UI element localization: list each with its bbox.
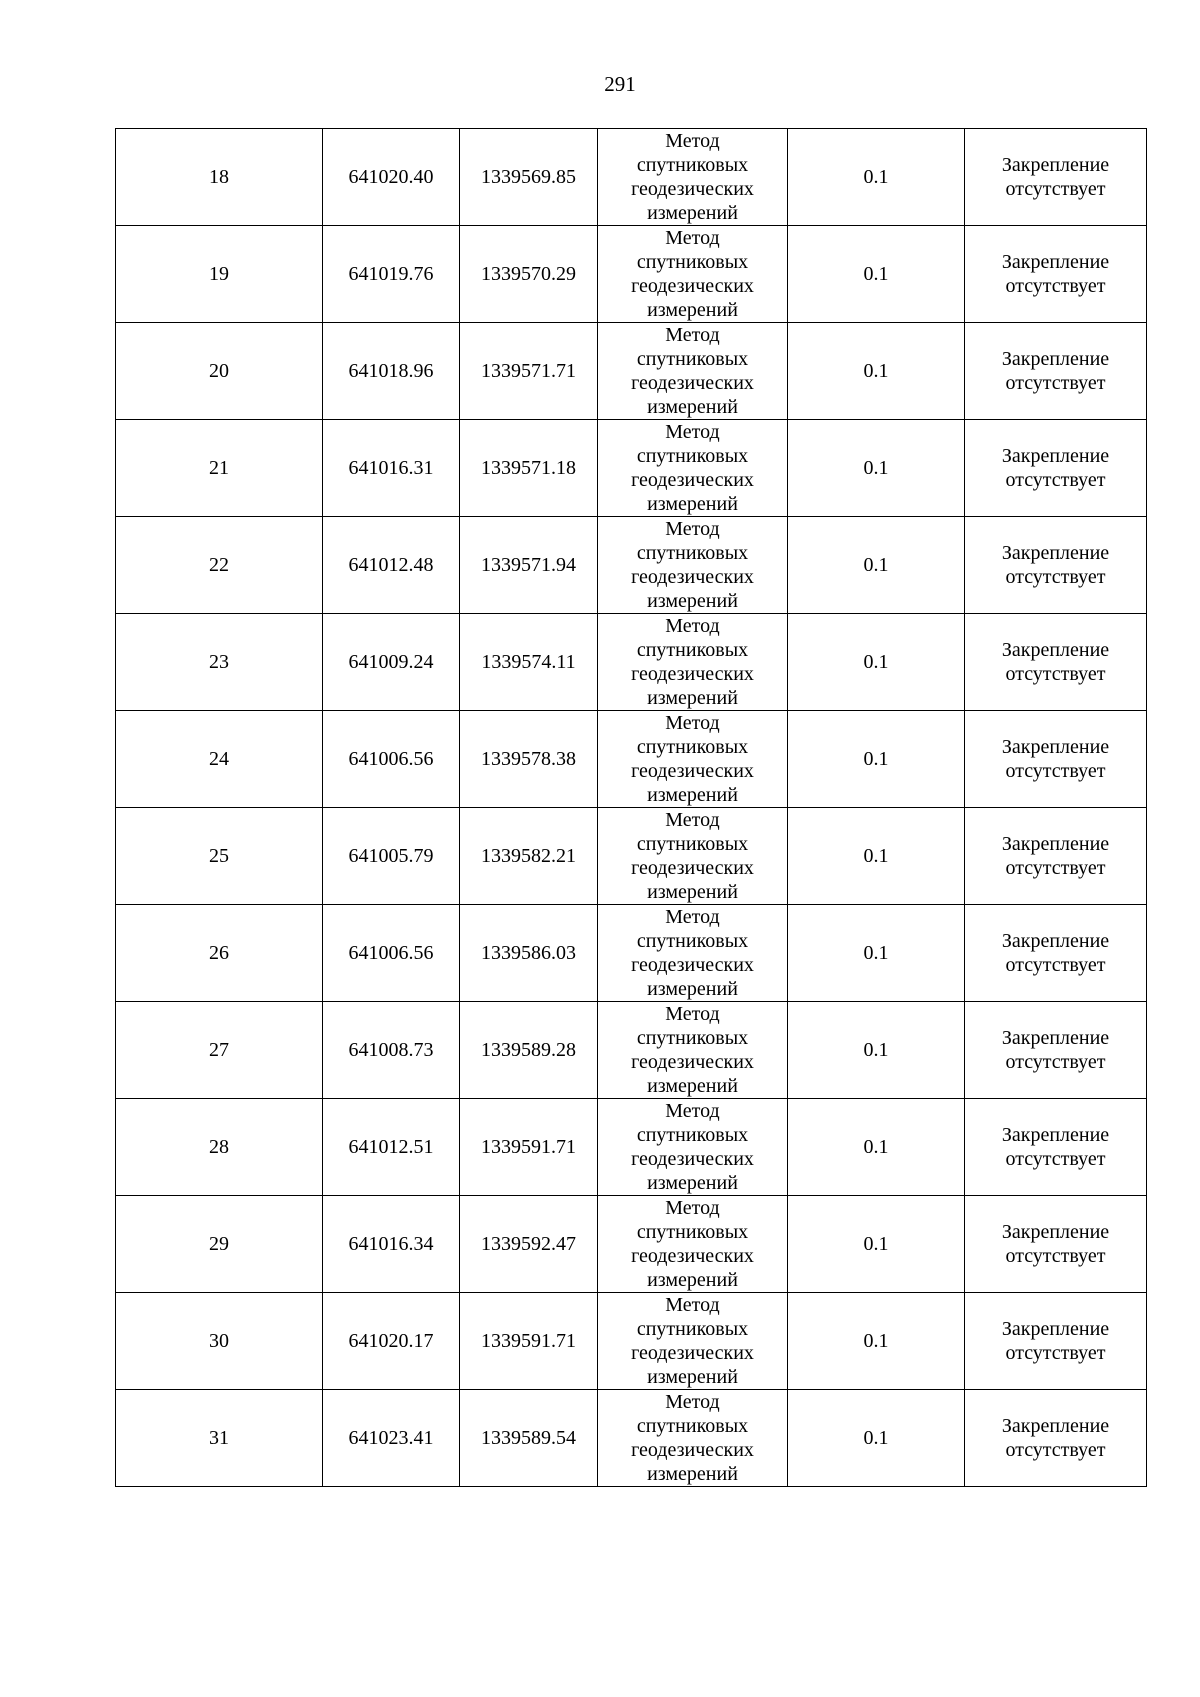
method-cell-line: геодезических xyxy=(631,663,754,685)
fixing-cell xyxy=(965,1293,1147,1390)
method-cell xyxy=(598,420,788,517)
fixing-cell-line: Закрепление xyxy=(1001,930,1110,952)
table-row xyxy=(116,1196,1147,1293)
point-number-cell: 28 xyxy=(116,1099,323,1196)
method-cell xyxy=(598,1196,788,1293)
fixing-cell-line: отсутствует xyxy=(1005,566,1106,588)
method-cell-line: спутниковых xyxy=(636,251,749,273)
method-cell-line: Метод xyxy=(665,324,720,346)
method-cell-line: геодезических xyxy=(631,372,754,394)
point-number-cell: 18 xyxy=(116,129,323,226)
y-coordinate-cell: 1339591.71 xyxy=(460,1293,598,1390)
point-number-cell: 23 xyxy=(116,614,323,711)
accuracy-cell: 0.1 xyxy=(788,1002,965,1099)
fixing-cell-line: Закрепление xyxy=(1001,1221,1110,1243)
method-cell xyxy=(598,808,788,905)
method-cell-line: спутниковых xyxy=(636,1318,749,1340)
method-cell-line: спутниковых xyxy=(636,930,749,952)
accuracy-cell: 0.1 xyxy=(788,1099,965,1196)
table-row xyxy=(116,1390,1147,1487)
point-number-cell: 24 xyxy=(116,711,323,808)
accuracy-cell: 0.1 xyxy=(788,614,965,711)
y-coordinate-cell: 1339589.54 xyxy=(460,1390,598,1487)
fixing-cell-line: отсутствует xyxy=(1005,372,1106,394)
method-cell-line: измерений xyxy=(647,784,738,806)
point-number-cell: 19 xyxy=(116,226,323,323)
point-number-cell: 22 xyxy=(116,517,323,614)
fixing-cell-line: Закрепление xyxy=(1001,1415,1110,1437)
method-cell-line: спутниковых xyxy=(636,542,749,564)
method-cell-line: Метод xyxy=(665,809,720,831)
fixing-cell xyxy=(965,226,1147,323)
point-number-cell: 25 xyxy=(116,808,323,905)
y-coordinate-cell: 1339571.71 xyxy=(460,323,598,420)
method-cell xyxy=(598,226,788,323)
accuracy-cell: 0.1 xyxy=(788,1196,965,1293)
method-cell-line: спутниковых xyxy=(636,154,749,176)
table-row xyxy=(116,614,1147,711)
accuracy-cell: 0.1 xyxy=(788,711,965,808)
x-coordinate-cell: 641009.24 xyxy=(323,614,460,711)
fixing-cell-line: Закрепление xyxy=(1001,1124,1110,1146)
method-cell-line: измерений xyxy=(647,687,738,709)
table-row xyxy=(116,1293,1147,1390)
fixing-cell-line: Закрепление xyxy=(1001,348,1110,370)
method-cell-line: измерений xyxy=(647,396,738,418)
coordinates-table xyxy=(115,128,1147,1487)
point-number-cell: 26 xyxy=(116,905,323,1002)
method-cell-line: измерений xyxy=(647,881,738,903)
fixing-cell-line: отсутствует xyxy=(1005,857,1106,879)
method-cell xyxy=(598,517,788,614)
x-coordinate-cell: 641020.17 xyxy=(323,1293,460,1390)
point-number-cell: 20 xyxy=(116,323,323,420)
method-cell-line: геодезических xyxy=(631,566,754,588)
fixing-cell-line: Закрепление xyxy=(1001,542,1110,564)
fixing-cell xyxy=(965,614,1147,711)
method-cell-line: спутниковых xyxy=(636,1027,749,1049)
y-coordinate-cell: 1339569.85 xyxy=(460,129,598,226)
table-row xyxy=(116,1099,1147,1196)
method-cell-line: спутниковых xyxy=(636,639,749,661)
method-cell-line: геодезических xyxy=(631,1148,754,1170)
method-cell-line: геодезических xyxy=(631,954,754,976)
method-cell-line: спутниковых xyxy=(636,1415,749,1437)
table-row xyxy=(116,711,1147,808)
accuracy-cell: 0.1 xyxy=(788,420,965,517)
method-cell-line: Метод xyxy=(665,906,720,928)
fixing-cell xyxy=(965,323,1147,420)
x-coordinate-cell: 641016.31 xyxy=(323,420,460,517)
y-coordinate-cell: 1339591.71 xyxy=(460,1099,598,1196)
fixing-cell-line: отсутствует xyxy=(1005,1342,1106,1364)
method-cell-line: спутниковых xyxy=(636,1221,749,1243)
x-coordinate-cell: 641023.41 xyxy=(323,1390,460,1487)
fixing-cell-line: Закрепление xyxy=(1001,736,1110,758)
method-cell-line: геодезических xyxy=(631,1245,754,1267)
page-number: 291 xyxy=(604,72,636,96)
x-coordinate-cell: 641008.73 xyxy=(323,1002,460,1099)
fixing-cell xyxy=(965,1099,1147,1196)
point-number-cell: 27 xyxy=(116,1002,323,1099)
method-cell-line: измерений xyxy=(647,590,738,612)
table-row xyxy=(116,905,1147,1002)
fixing-cell-line: Закрепление xyxy=(1001,639,1110,661)
point-number-cell: 29 xyxy=(116,1196,323,1293)
method-cell-line: измерений xyxy=(647,1269,738,1291)
method-cell-line: геодезических xyxy=(631,1051,754,1073)
accuracy-cell: 0.1 xyxy=(788,517,965,614)
x-coordinate-cell: 641019.76 xyxy=(323,226,460,323)
table-row xyxy=(116,420,1147,517)
x-coordinate-cell: 641018.96 xyxy=(323,323,460,420)
fixing-cell-line: отсутствует xyxy=(1005,1439,1106,1461)
method-cell xyxy=(598,1099,788,1196)
point-number-cell: 31 xyxy=(116,1390,323,1487)
method-cell-line: спутниковых xyxy=(636,833,749,855)
fixing-cell-line: отсутствует xyxy=(1005,954,1106,976)
method-cell-line: измерений xyxy=(647,493,738,515)
point-number-cell: 21 xyxy=(116,420,323,517)
method-cell-line: Метод xyxy=(665,421,720,443)
method-cell-line: Метод xyxy=(665,1294,720,1316)
fixing-cell-line: отсутствует xyxy=(1005,663,1106,685)
method-cell xyxy=(598,1293,788,1390)
method-cell-line: измерений xyxy=(647,202,738,224)
method-cell-line: Метод xyxy=(665,518,720,540)
method-cell-line: Метод xyxy=(665,1197,720,1219)
fixing-cell-line: Закрепление xyxy=(1001,1318,1110,1340)
method-cell-line: геодезических xyxy=(631,760,754,782)
x-coordinate-cell: 641020.40 xyxy=(323,129,460,226)
table-body xyxy=(116,129,1147,1487)
method-cell xyxy=(598,1390,788,1487)
method-cell xyxy=(598,323,788,420)
method-cell-line: спутниковых xyxy=(636,736,749,758)
fixing-cell xyxy=(965,1390,1147,1487)
method-cell-line: геодезических xyxy=(631,1439,754,1461)
method-cell-line: спутниковых xyxy=(636,348,749,370)
method-cell-line: измерений xyxy=(647,1075,738,1097)
method-cell-line: измерений xyxy=(647,1463,738,1485)
method-cell-line: Метод xyxy=(665,227,720,249)
method-cell xyxy=(598,905,788,1002)
x-coordinate-cell: 641012.51 xyxy=(323,1099,460,1196)
accuracy-cell: 0.1 xyxy=(788,226,965,323)
fixing-cell xyxy=(965,1196,1147,1293)
fixing-cell xyxy=(965,129,1147,226)
accuracy-cell: 0.1 xyxy=(788,1293,965,1390)
x-coordinate-cell: 641016.34 xyxy=(323,1196,460,1293)
method-cell-line: измерений xyxy=(647,1172,738,1194)
fixing-cell-line: отсутствует xyxy=(1005,275,1106,297)
fixing-cell xyxy=(965,420,1147,517)
x-coordinate-cell: 641006.56 xyxy=(323,905,460,1002)
y-coordinate-cell: 1339578.38 xyxy=(460,711,598,808)
method-cell-line: Метод xyxy=(665,1003,720,1025)
y-coordinate-cell: 1339582.21 xyxy=(460,808,598,905)
method-cell xyxy=(598,614,788,711)
fixing-cell xyxy=(965,517,1147,614)
method-cell-line: геодезических xyxy=(631,857,754,879)
fixing-cell-line: отсутствует xyxy=(1005,1051,1106,1073)
method-cell-line: измерений xyxy=(647,299,738,321)
method-cell xyxy=(598,129,788,226)
fixing-cell-line: отсутствует xyxy=(1005,469,1106,491)
y-coordinate-cell: 1339592.47 xyxy=(460,1196,598,1293)
x-coordinate-cell: 641006.56 xyxy=(323,711,460,808)
fixing-cell xyxy=(965,711,1147,808)
method-cell-line: измерений xyxy=(647,1366,738,1388)
table-row xyxy=(116,323,1147,420)
table-row xyxy=(116,226,1147,323)
accuracy-cell: 0.1 xyxy=(788,1390,965,1487)
method-cell-line: Метод xyxy=(665,712,720,734)
fixing-cell-line: отсутствует xyxy=(1005,760,1106,782)
fixing-cell-line: Закрепление xyxy=(1001,833,1110,855)
fixing-cell xyxy=(965,1002,1147,1099)
table-row xyxy=(116,808,1147,905)
x-coordinate-cell: 641005.79 xyxy=(323,808,460,905)
fixing-cell-line: Закрепление xyxy=(1001,1027,1110,1049)
x-coordinate-cell: 641012.48 xyxy=(323,517,460,614)
fixing-cell-line: отсутствует xyxy=(1005,178,1106,200)
fixing-cell-line: Закрепление xyxy=(1001,154,1110,176)
accuracy-cell: 0.1 xyxy=(788,129,965,226)
accuracy-cell: 0.1 xyxy=(788,323,965,420)
method-cell-line: геодезических xyxy=(631,1342,754,1364)
point-number-cell: 30 xyxy=(116,1293,323,1390)
y-coordinate-cell: 1339586.03 xyxy=(460,905,598,1002)
fixing-cell-line: отсутствует xyxy=(1005,1245,1106,1267)
y-coordinate-cell: 1339574.11 xyxy=(460,614,598,711)
method-cell-line: спутниковых xyxy=(636,445,749,467)
y-coordinate-cell: 1339571.18 xyxy=(460,420,598,517)
y-coordinate-cell: 1339571.94 xyxy=(460,517,598,614)
table-row xyxy=(116,517,1147,614)
fixing-cell xyxy=(965,808,1147,905)
fixing-cell xyxy=(965,905,1147,1002)
accuracy-cell: 0.1 xyxy=(788,905,965,1002)
method-cell xyxy=(598,711,788,808)
method-cell-line: измерений xyxy=(647,978,738,1000)
method-cell-line: Метод xyxy=(665,615,720,637)
method-cell-line: Метод xyxy=(665,1100,720,1122)
method-cell-line: геодезических xyxy=(631,275,754,297)
method-cell-line: геодезических xyxy=(631,469,754,491)
method-cell-line: геодезических xyxy=(631,178,754,200)
table-row xyxy=(116,1002,1147,1099)
fixing-cell-line: Закрепление xyxy=(1001,445,1110,467)
method-cell-line: спутниковых xyxy=(636,1124,749,1146)
fixing-cell-line: отсутствует xyxy=(1005,1148,1106,1170)
y-coordinate-cell: 1339589.28 xyxy=(460,1002,598,1099)
method-cell xyxy=(598,1002,788,1099)
y-coordinate-cell: 1339570.29 xyxy=(460,226,598,323)
fixing-cell-line: Закрепление xyxy=(1001,251,1110,273)
method-cell-line: Метод xyxy=(665,1391,720,1413)
accuracy-cell: 0.1 xyxy=(788,808,965,905)
table-row xyxy=(116,129,1147,226)
method-cell-line: Метод xyxy=(665,130,720,152)
